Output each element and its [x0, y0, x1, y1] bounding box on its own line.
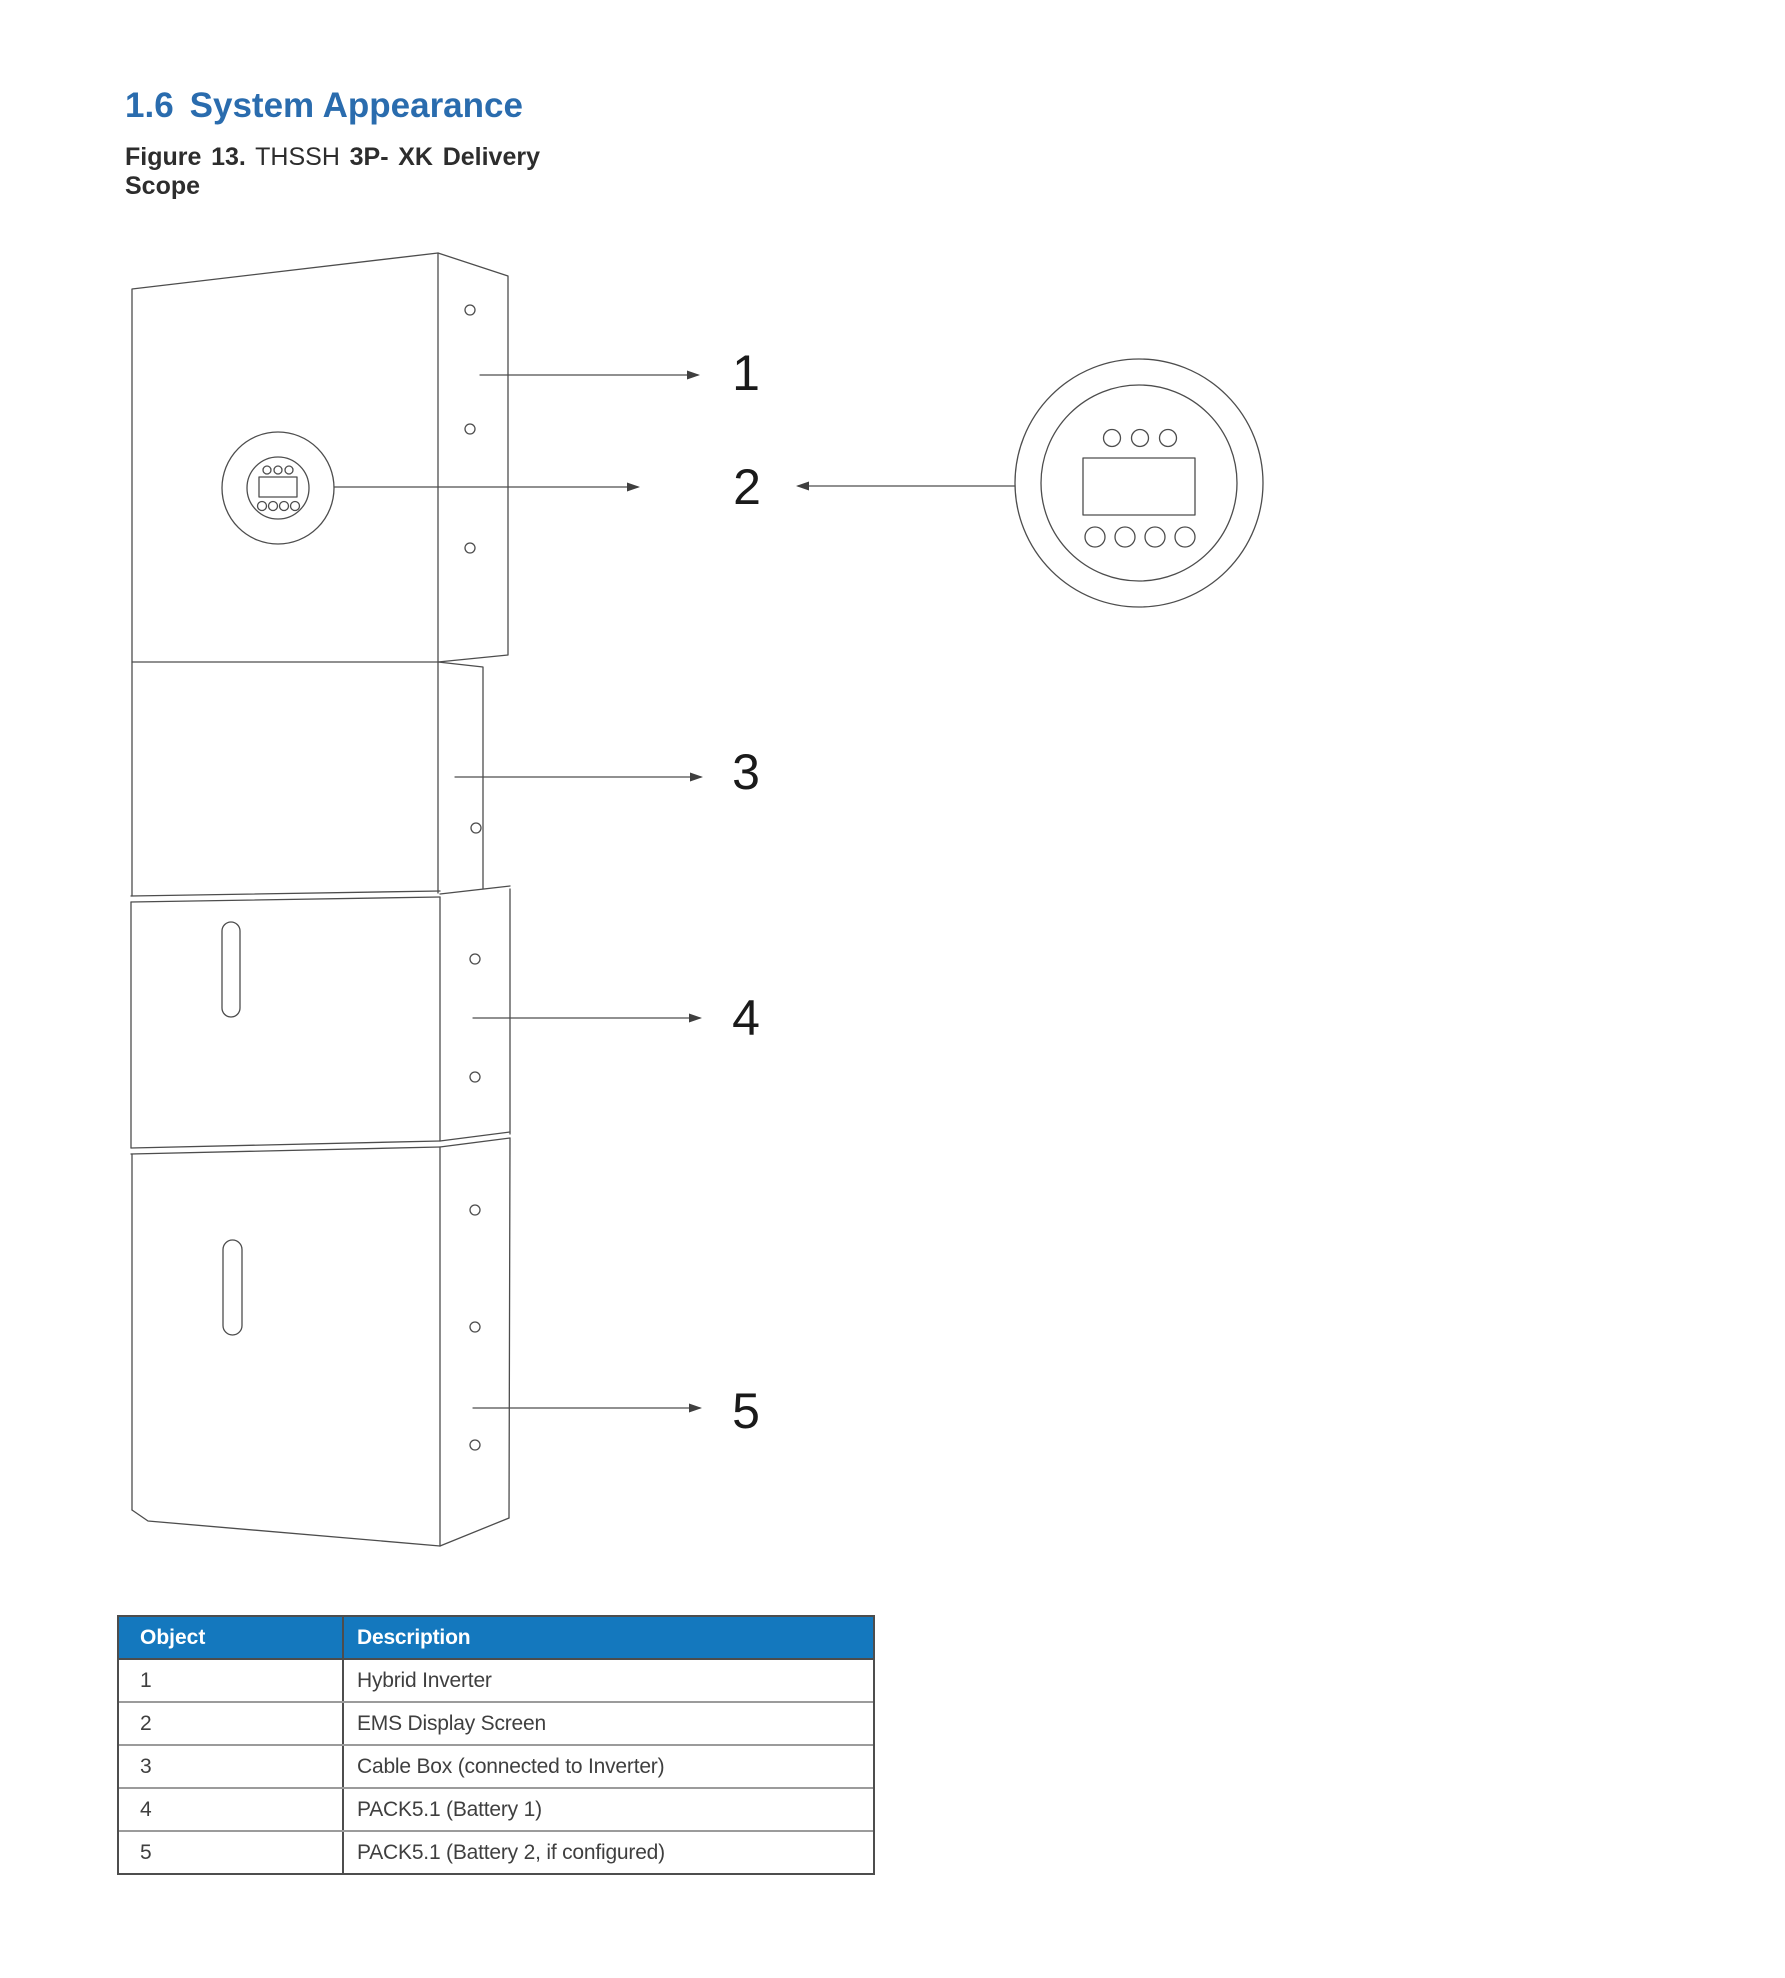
table-row [119, 1658, 873, 1701]
hybrid-inverter-drawing [132, 253, 508, 662]
battery2-top-lip-inner [131, 1147, 440, 1154]
figure-caption-tail: 3P- XK Delivery Scope [125, 143, 540, 200]
ems-display-drawing [222, 432, 334, 544]
battery2-top-lip [131, 1141, 440, 1148]
battery1-top-lip-inner [131, 897, 440, 902]
description-cell: PACK5.1 (Battery 1) [357, 1797, 542, 1821]
table-row [119, 1787, 873, 1830]
section-title: System Appearance [189, 86, 523, 125]
callout-label-3: 3 [732, 744, 760, 800]
object-cell: 4 [119, 1789, 344, 1830]
section-number: 1.6 [125, 86, 174, 125]
section-heading [125, 86, 523, 126]
callout-label-2: 2 [733, 459, 761, 515]
figure-caption-lead: Figure 13. [125, 143, 246, 171]
object-cell: 1 [119, 1660, 344, 1701]
cable-box-drawing [132, 662, 483, 896]
description-cell: EMS Display Screen [357, 1711, 546, 1735]
description-cell: Hybrid Inverter [357, 1668, 492, 1692]
object-cell: 3 [119, 1746, 344, 1787]
description-cell: PACK5.1 (Battery 2, if configured) [357, 1840, 665, 1864]
callout-label-4: 4 [732, 990, 760, 1046]
battery-1-drawing [131, 889, 510, 1148]
ems-display-detail-drawing [1015, 359, 1263, 607]
delivery-scope-diagram [90, 230, 1290, 1580]
table-row [119, 1701, 873, 1744]
callout-label-1: 1 [732, 345, 760, 401]
battery1-top-lip [131, 891, 440, 896]
object-cell: 5 [119, 1832, 344, 1873]
parts-table [117, 1615, 875, 1875]
table-header-object: Object [119, 1617, 344, 1658]
battery1-side-top [440, 886, 510, 894]
table-row [119, 1830, 873, 1873]
figure-caption-model: THSSH [255, 143, 340, 171]
callout-label-5: 5 [732, 1383, 760, 1439]
battery-2-drawing [132, 1138, 510, 1546]
figure-caption [125, 143, 540, 201]
table-header-description: Description [357, 1625, 471, 1649]
table-header-row [119, 1617, 873, 1658]
description-cell: Cable Box (connected to Inverter) [357, 1754, 665, 1778]
table-row [119, 1744, 873, 1787]
object-cell: 2 [119, 1703, 344, 1744]
